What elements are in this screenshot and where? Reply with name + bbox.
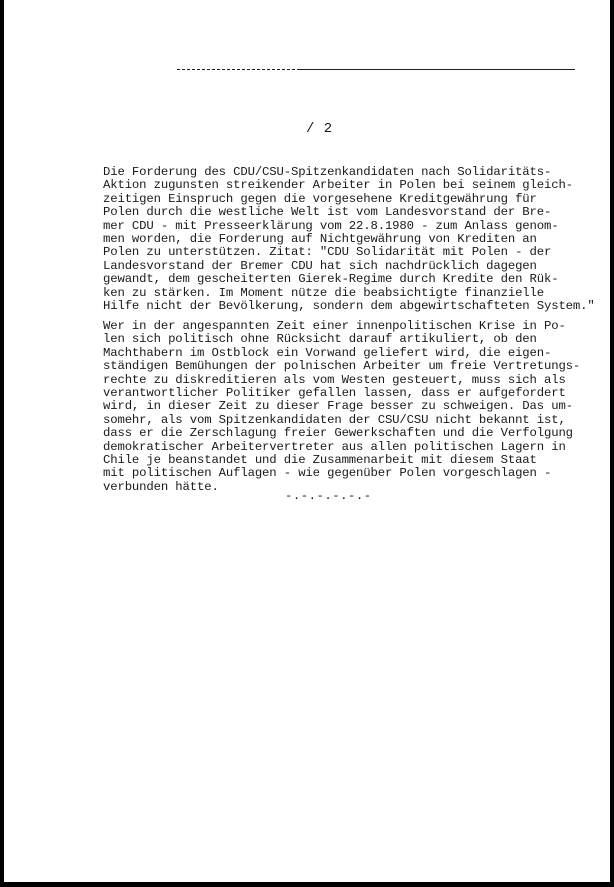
paragraph-line: Landesvorstand der Bremer CDU hat sich nachdrücklich dagegen bbox=[103, 258, 537, 273]
paragraph-line: Aktion zugunsten streikender Arbeiter in Polen bei seinem gleich- bbox=[103, 178, 573, 193]
paragraph-line: Polen durch die westliche Welt ist vom Landesvorstand der Bre- bbox=[103, 205, 552, 220]
paragraph-line: mit politischen Auflagen - wie gegenüber Polen vorgeschlagen - bbox=[103, 466, 552, 481]
page-number: / 2 bbox=[306, 121, 333, 137]
paragraph-line: rechte zu diskreditieren als vom Westen gesteuert, muss sich als bbox=[103, 372, 566, 387]
paragraph-line: zeitigen Einspruch gegen die vorgesehene Kreditgewährung für bbox=[103, 191, 537, 206]
paragraph-line: gewandt, dem gescheiterten Gierek-Regime durch Kredite den Rük- bbox=[103, 272, 559, 287]
paragraph-2 bbox=[103, 320, 598, 494]
paragraph-line: mer CDU - mit Presseerklärung vom 22.8.1980 - zum Anlass genom- bbox=[103, 218, 559, 233]
paragraph-line: len sich politisch ohne Rücksicht darauf artikuliert, ob den bbox=[103, 332, 537, 347]
paragraph-line: Hilfe nicht der Bevölkerung, sondern dem abgewirtschafteten System." bbox=[103, 299, 595, 314]
paragraph-line: demokratischer Arbeitervertreter aus allen politischen Lagern in bbox=[103, 439, 566, 454]
paragraph-line: Die Forderung des CDU/CSU-Spitzenkandidaten nach Solidaritäts- bbox=[103, 165, 552, 179]
paragraph-line: somehr, als vom Spitzenkandidaten der CSU/CSU nicht bekannt ist, bbox=[103, 412, 566, 427]
paragraph-line: wird, in dieser Zeit zu dieser Frage besser zu schweigen. Das um- bbox=[103, 399, 573, 414]
paragraph-line: ständigen Bemühungen der polnischen Arbeiter um freie Vertretungs- bbox=[103, 359, 581, 374]
paragraph-line: dass er die Zerschlagung freier Gewerkschaften und die Verfolgung bbox=[103, 426, 573, 441]
paragraph-line: verbunden hätte. bbox=[103, 479, 219, 494]
header-rule-left bbox=[177, 69, 295, 70]
paragraph-line: Polen zu unterstützen. Zitat: "CDU Solidarität mit Polen - der bbox=[103, 245, 552, 260]
paragraph-line: verantwortlicher Politiker gefallen lassen, dass er aufgefordert bbox=[103, 386, 566, 401]
paragraph-line: Machthabern im Ostblock ein Vorwand geliefert wird, die eigen- bbox=[103, 345, 552, 360]
paragraph-line: Wer in der angespannten Zeit einer innenpolitischen Krise in Po- bbox=[103, 319, 566, 333]
paragraph-line: men worden, die Forderung auf Nichtgewährung von Krediten an bbox=[103, 232, 537, 247]
paragraph-line: Chile je beanstandet und die Zusammenarbeit mit diesem Staat bbox=[103, 453, 537, 468]
header-rule-right bbox=[297, 69, 575, 70]
closing-separator: -.-.-.-.-.- bbox=[285, 489, 372, 503]
paragraph-line: ken zu stärken. Im Moment nütze die beabsichtigte finanzielle bbox=[103, 285, 544, 300]
paragraph-1 bbox=[103, 166, 598, 313]
